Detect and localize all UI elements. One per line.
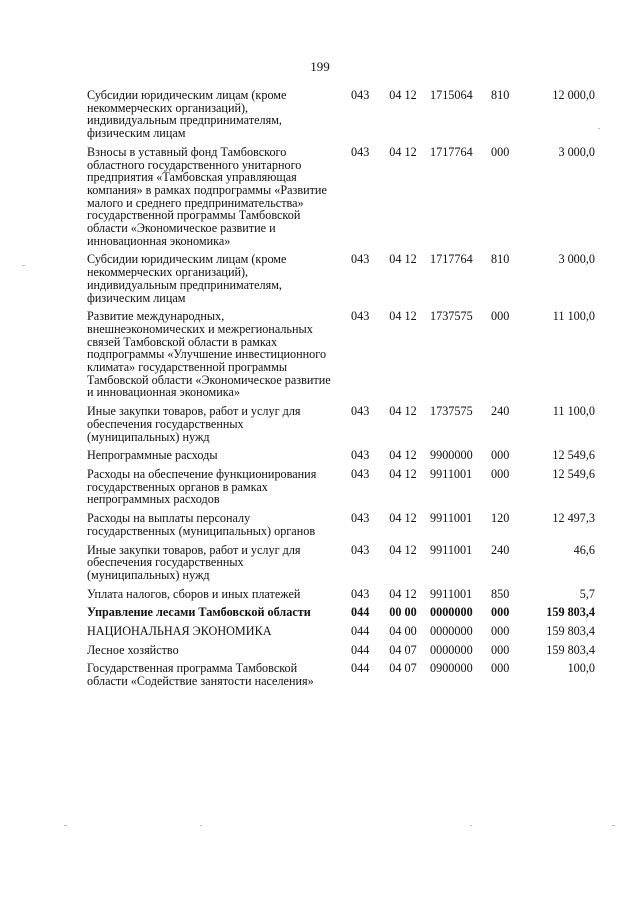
row-name: Развитие международных, внешнеэкономических и межрегиональных связей Тамбовской области в рамках подпрограммы «Улучшение инвестиционного климата» государственной программы Тамбовской области «Экономическое развитие и инновационная экономика»	[87, 309, 331, 400]
grbs-code: 044	[351, 661, 370, 676]
target-article-code: 0000000	[430, 642, 473, 657]
section-code: 04 12	[389, 586, 417, 601]
budget-table-body	[87, 89, 595, 694]
row-name: Расходы на выплаты персоналу государственных (муниципальных) органов	[87, 511, 316, 538]
section-code: 04 12	[389, 542, 417, 557]
row-name: Непрограммные расходы	[87, 448, 218, 463]
row-name: Иные закупки товаров, работ и услуг для обеспечения государственных (муниципальных) нужд	[87, 404, 301, 444]
row-name: Субсидии юридическим лицам (кроме некоммерческих организаций), индивидуальным предпринимателям, физическим лицам	[87, 252, 287, 305]
scan-speck	[64, 825, 67, 826]
budget-table	[87, 89, 595, 694]
amount: 159 803,4	[546, 642, 595, 657]
grbs-code: 043	[351, 448, 370, 463]
table-row	[87, 89, 595, 146]
table-row	[87, 405, 595, 449]
target-article-code: 9911001	[430, 511, 473, 526]
target-article-code: 0000000	[430, 624, 473, 639]
target-article-code: 1717764	[430, 252, 473, 267]
target-article-code: 1717764	[430, 144, 473, 159]
target-article-code: 1715064	[430, 88, 473, 102]
amount: 5,7	[579, 586, 595, 601]
amount: 159 803,4	[546, 605, 595, 620]
row-name: Субсидии юридическим лицам (кроме некоммерческих организаций), индивидуальным предпринимателям, физическим лицам	[87, 88, 287, 141]
grbs-code: 043	[351, 511, 370, 526]
grbs-code: 043	[351, 586, 370, 601]
grbs-code: 044	[351, 605, 370, 620]
grbs-code: 043	[351, 309, 370, 324]
table-row	[87, 644, 595, 663]
expense-type-code: 000	[491, 661, 510, 676]
section-code: 04 12	[389, 252, 417, 267]
expense-type-code: 000	[491, 309, 510, 324]
row-name: Государственная программа Тамбовской области «Содействие занятости населения»	[87, 661, 314, 689]
expense-type-code: 120	[491, 511, 510, 526]
section-code: 04 12	[389, 309, 417, 324]
page-number: 199	[310, 59, 330, 74]
amount: 12 549,6	[552, 466, 595, 481]
table-row	[87, 662, 595, 693]
grbs-code: 043	[351, 252, 370, 267]
section-code: 04 00	[389, 624, 417, 639]
table-row	[87, 588, 595, 607]
expense-type-code: 810	[491, 252, 510, 267]
row-name: Лесное хозяйство	[87, 642, 179, 657]
amount: 11 100,0	[552, 404, 595, 419]
row-name: Управление лесами Тамбовской области	[87, 605, 311, 620]
grbs-code: 044	[351, 624, 370, 639]
table-row	[87, 606, 595, 625]
expense-type-code: 850	[491, 586, 510, 601]
amount: 12 497,3	[552, 511, 595, 526]
amount: 159 803,4	[546, 624, 595, 639]
expense-type-code: 240	[491, 404, 510, 419]
row-name: Уплата налогов, сборов и иных платежей	[87, 586, 301, 601]
table-row	[87, 310, 595, 405]
expense-type-code: 000	[491, 144, 510, 159]
amount: 46,6	[573, 542, 595, 557]
amount: 3 000,0	[558, 252, 595, 267]
scan-speck	[612, 825, 615, 826]
target-article-code: 9900000	[430, 448, 473, 463]
table-row	[87, 146, 595, 254]
target-article-code: 9911001	[430, 466, 473, 481]
target-article-code: 9911001	[430, 542, 473, 557]
amount: 11 100,0	[552, 309, 595, 324]
section-code: 04 12	[389, 448, 417, 463]
row-name: Расходы на обеспечение функционирования государственных органов в рамках непрограммных расходов	[87, 466, 317, 507]
section-code: 04 12	[389, 404, 417, 419]
scan-speck	[200, 825, 202, 826]
grbs-code: 043	[351, 466, 370, 481]
target-article-code: 0900000	[430, 661, 473, 676]
expense-type-code: 000	[491, 605, 510, 620]
table-row	[87, 512, 595, 543]
scan-speck	[22, 265, 25, 266]
amount: 100,0	[567, 661, 595, 676]
amount: 12 000,0	[552, 88, 595, 102]
target-article-code: 1737575	[430, 309, 473, 324]
amount: 12 549,6	[552, 448, 595, 463]
expense-type-code: 000	[491, 466, 510, 481]
table-row	[87, 253, 595, 310]
expense-type-code: 000	[491, 642, 510, 657]
expense-type-code: 000	[491, 624, 510, 639]
expense-type-code: 000	[491, 448, 510, 463]
grbs-code: 043	[351, 88, 370, 102]
row-name: Взносы в уставный фонд Тамбовского областного государственного унитарного предприятия «Тамбовская управляющая компания» в рамках подпрограммы «Развитие малого и среднего предпринимательства» государственной программы Тамбовской области «Экономическое развитие и инновационная экономика»	[87, 144, 327, 248]
section-code: 04 12	[389, 511, 417, 526]
amount: 3 000,0	[558, 144, 595, 159]
grbs-code: 043	[351, 144, 370, 159]
expense-type-code: 810	[491, 88, 510, 102]
target-article-code: 1737575	[430, 404, 473, 419]
table-row	[87, 468, 595, 512]
section-code: 04 12	[389, 466, 417, 481]
scan-speck	[470, 825, 472, 826]
target-article-code: 0000000	[430, 605, 473, 620]
scan-speck	[598, 128, 600, 129]
expense-type-code: 240	[491, 542, 510, 557]
row-name: Иные закупки товаров, работ и услуг для обеспечения государственных (муниципальных) нужд	[87, 542, 301, 582]
section-code: 04 12	[389, 88, 417, 102]
section-code: 04 12	[389, 144, 417, 159]
target-article-code: 9911001	[430, 586, 473, 601]
table-row	[87, 544, 595, 588]
section-code: 00 00	[389, 605, 417, 620]
grbs-code: 043	[351, 404, 370, 419]
table-row	[87, 625, 595, 644]
grbs-code: 044	[351, 642, 370, 657]
table-row	[87, 449, 595, 468]
grbs-code: 043	[351, 542, 370, 557]
section-code: 04 07	[389, 642, 417, 657]
section-code: 04 07	[389, 661, 417, 676]
row-name: НАЦИОНАЛЬНАЯ ЭКОНОМИКА	[87, 624, 272, 639]
